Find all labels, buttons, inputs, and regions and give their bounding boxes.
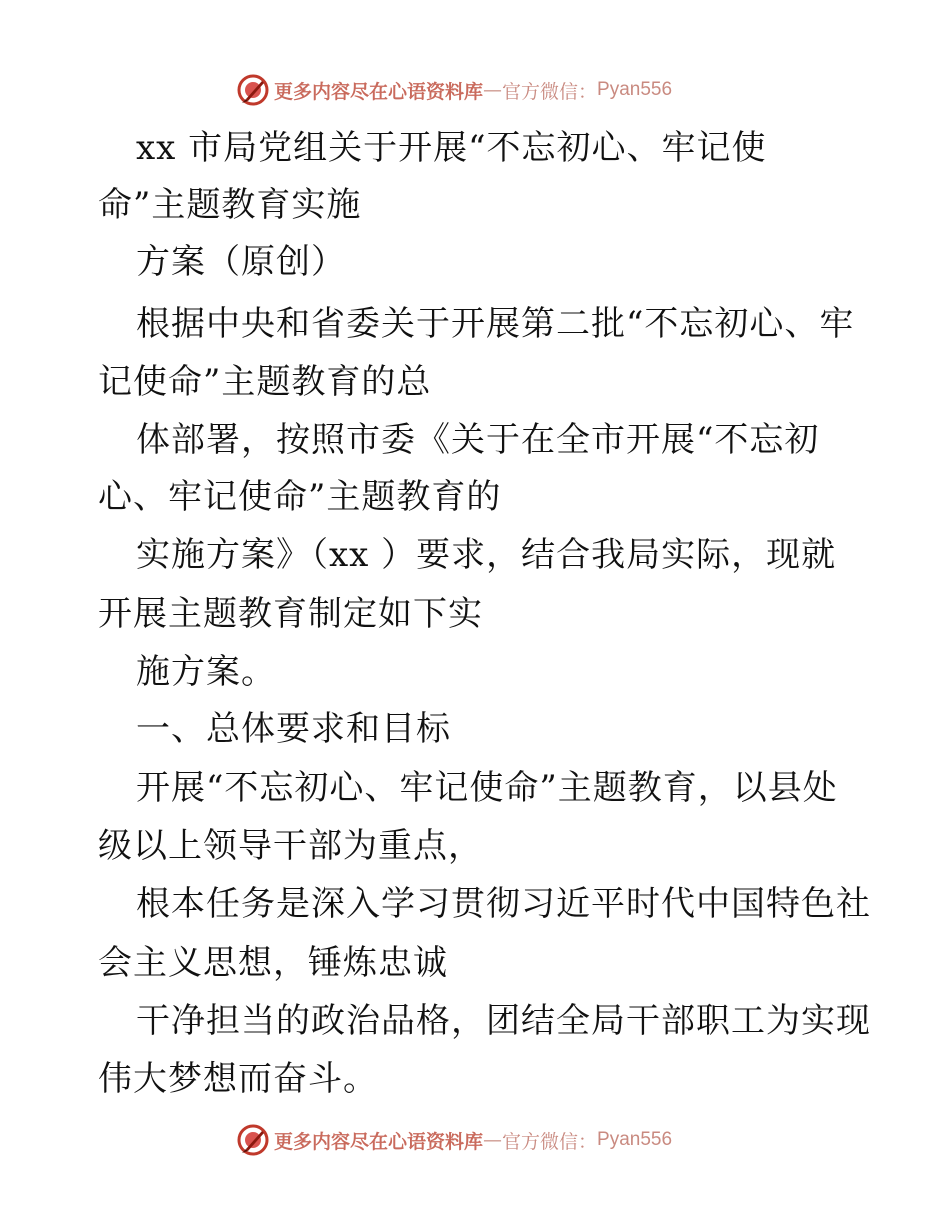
watermark-wechat-id: Pyan556: [597, 1129, 673, 1150]
doc-line: 开展“不忘初心、牢记使命”主题教育，以县处: [136, 768, 838, 808]
doc-line: 根据中央和省委关于开展第二批“不忘初心、牢: [136, 304, 855, 344]
doc-line: 命”主题教育实施: [98, 185, 362, 225]
doc-line: 伟大梦想而奋斗。: [98, 1059, 378, 1099]
doc-line: 体部署，按照市委《关于在全市开展“不忘初: [136, 420, 820, 460]
doc-line: 记使命”主题教育的总: [98, 362, 432, 402]
doc-line: 实施方案》（xx ）要求，结合我局实际，现就: [136, 535, 837, 575]
watermark-dash: —: [483, 1129, 503, 1151]
doc-line: 方案（原创）: [136, 242, 346, 282]
doc-line: 施方案。: [136, 652, 276, 692]
watermark-title: 更多内容尽在心语资料库: [274, 1130, 484, 1153]
watermark-title: 更多内容尽在心语资料库: [274, 80, 484, 103]
doc-line: 会主义思想，锤炼忠诚: [98, 943, 448, 983]
doc-line: 开展主题教育制定如下实: [98, 594, 483, 634]
pen-logo-icon: [236, 1123, 270, 1157]
watermark-wechat-id: Pyan556: [597, 79, 673, 100]
header-watermark: [236, 72, 672, 108]
doc-line: 根本任务是深入学习贯彻习近平时代中国特色社: [136, 884, 871, 924]
doc-line: xx 市局党组关于开展“不忘初心、牢记使: [136, 128, 767, 168]
pen-logo-icon: [236, 73, 270, 107]
watermark-wechat-label: 官方微信：: [502, 1130, 598, 1153]
watermark-wechat-label: 官方微信：: [502, 80, 598, 103]
doc-line: 级以上领导干部为重点，: [98, 826, 483, 866]
doc-line: 心、牢记使命”主题教育的: [98, 477, 502, 517]
footer-watermark: [236, 1122, 672, 1158]
watermark-dash: —: [483, 79, 503, 101]
doc-line: 干净担当的政治品格，团结全局干部职工为实现: [136, 1001, 871, 1041]
doc-heading: 一、总体要求和目标: [136, 709, 451, 749]
